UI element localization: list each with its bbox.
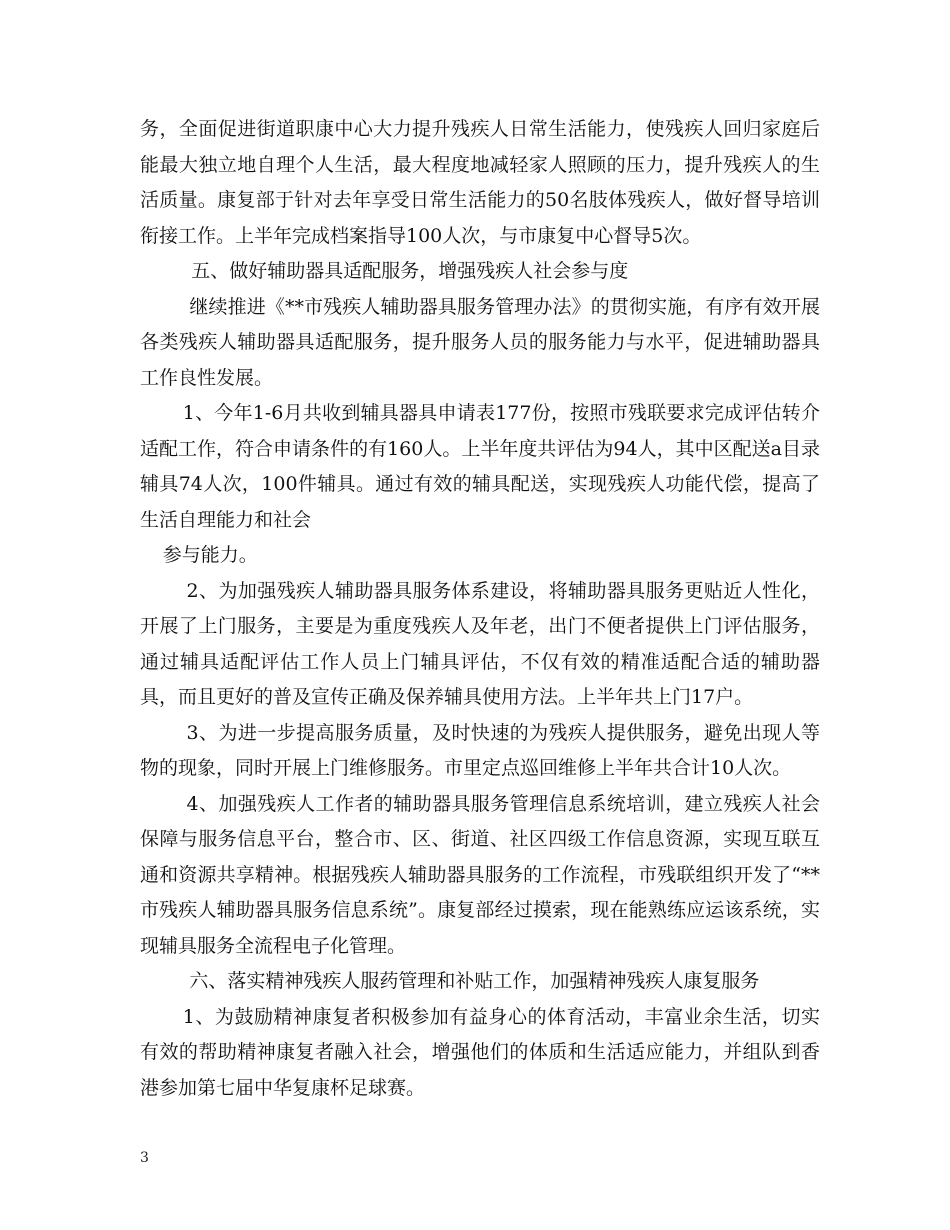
paragraph-item-1: 1、今年1-6月共收到辅具器具申请表177份，按照市残联要求完成评估转介适配工作，符合申请条件的有160人。上半年度共评估为94人，其中区配送a目录辅具74人次，100件辅具。通过有效的辅具配送，实现残疾人功能代偿，提高了生活自理能力和社会 [140, 402, 820, 531]
paragraph-item-2: 2、为加强残疾人辅助器具服务体系建设，将辅助器具服务更贴近人性化，开展了上门服务，主要是为重度残疾人及年老，出门不便者提供上门评估服务，通过辅具适配评估工作人员上门辅具评估，不仅有效的精准适配合适的辅助器具，而且更好的普及宣传正确及保养辅具使用方法。上半年共上门17户。 [140, 579, 820, 708]
paragraph-item-6-1: 1、为鼓励精神康复者积极参加有益身心的体育活动，丰富业余生活，切实有效的帮助精神康复者融入社会，增强他们的体质和生活适应能力，并组队到香港参加第七届中华复康杯足球赛。 [140, 1005, 820, 1099]
paragraph-item-3: 3、为进一步提高服务质量，及时快速的为残疾人提供服务，避免出现人等物的现象，同时开展上门维修服务。市里定点巡回维修上半年共合计10人次。 [140, 721, 820, 779]
paragraph-continuation: 务，全面促进街道职康中心大力提升残疾人日常生活能力，使残疾人回归家庭后能最大独立地自理个人生活，最大程度地减轻家人照顾的压力，提升残疾人的生活质量。康复部于针对去年享受日常生活能力的50名肢体残疾人，做好督导培训衔接工作。上半年完成档案指导100人次，与市康复中心督导5次。 [140, 118, 820, 247]
paragraph-item-1-tail: 参与能力。 [162, 544, 258, 566]
paragraph-intro: 继续推进《**市残疾人辅助器具服务管理办法》的贯彻实施，有序有效开展各类残疾人辅助器具适配服务，提升服务人员的服务能力与水平，促进辅助器具工作良性发展。 [140, 295, 820, 389]
section-heading-5: 五、做好辅助器具适配服务，增强残疾人社会参与度 [191, 260, 629, 282]
section-heading-6: 六、落实精神残疾人服药管理和补贴工作，加强精神残疾人康复服务 [189, 970, 760, 992]
page-number: 3 [140, 1150, 149, 1166]
paragraph-item-4: 4、加强残疾人工作者的辅助器具服务管理信息系统培训，建立残疾人社会保障与服务信息平台，整合市、区、街道、社区四级工作信息资源，实现互联互通和资源共享精神。根据残疾人辅助器具服务的工作流程，市残联组织开发了“**市残疾人辅助器具服务信息系统”。康复部经过摸索，现在能熟练应运该系统，实现辅具服务全流程电子化管理。 [140, 792, 820, 957]
document-body [140, 112, 820, 1106]
